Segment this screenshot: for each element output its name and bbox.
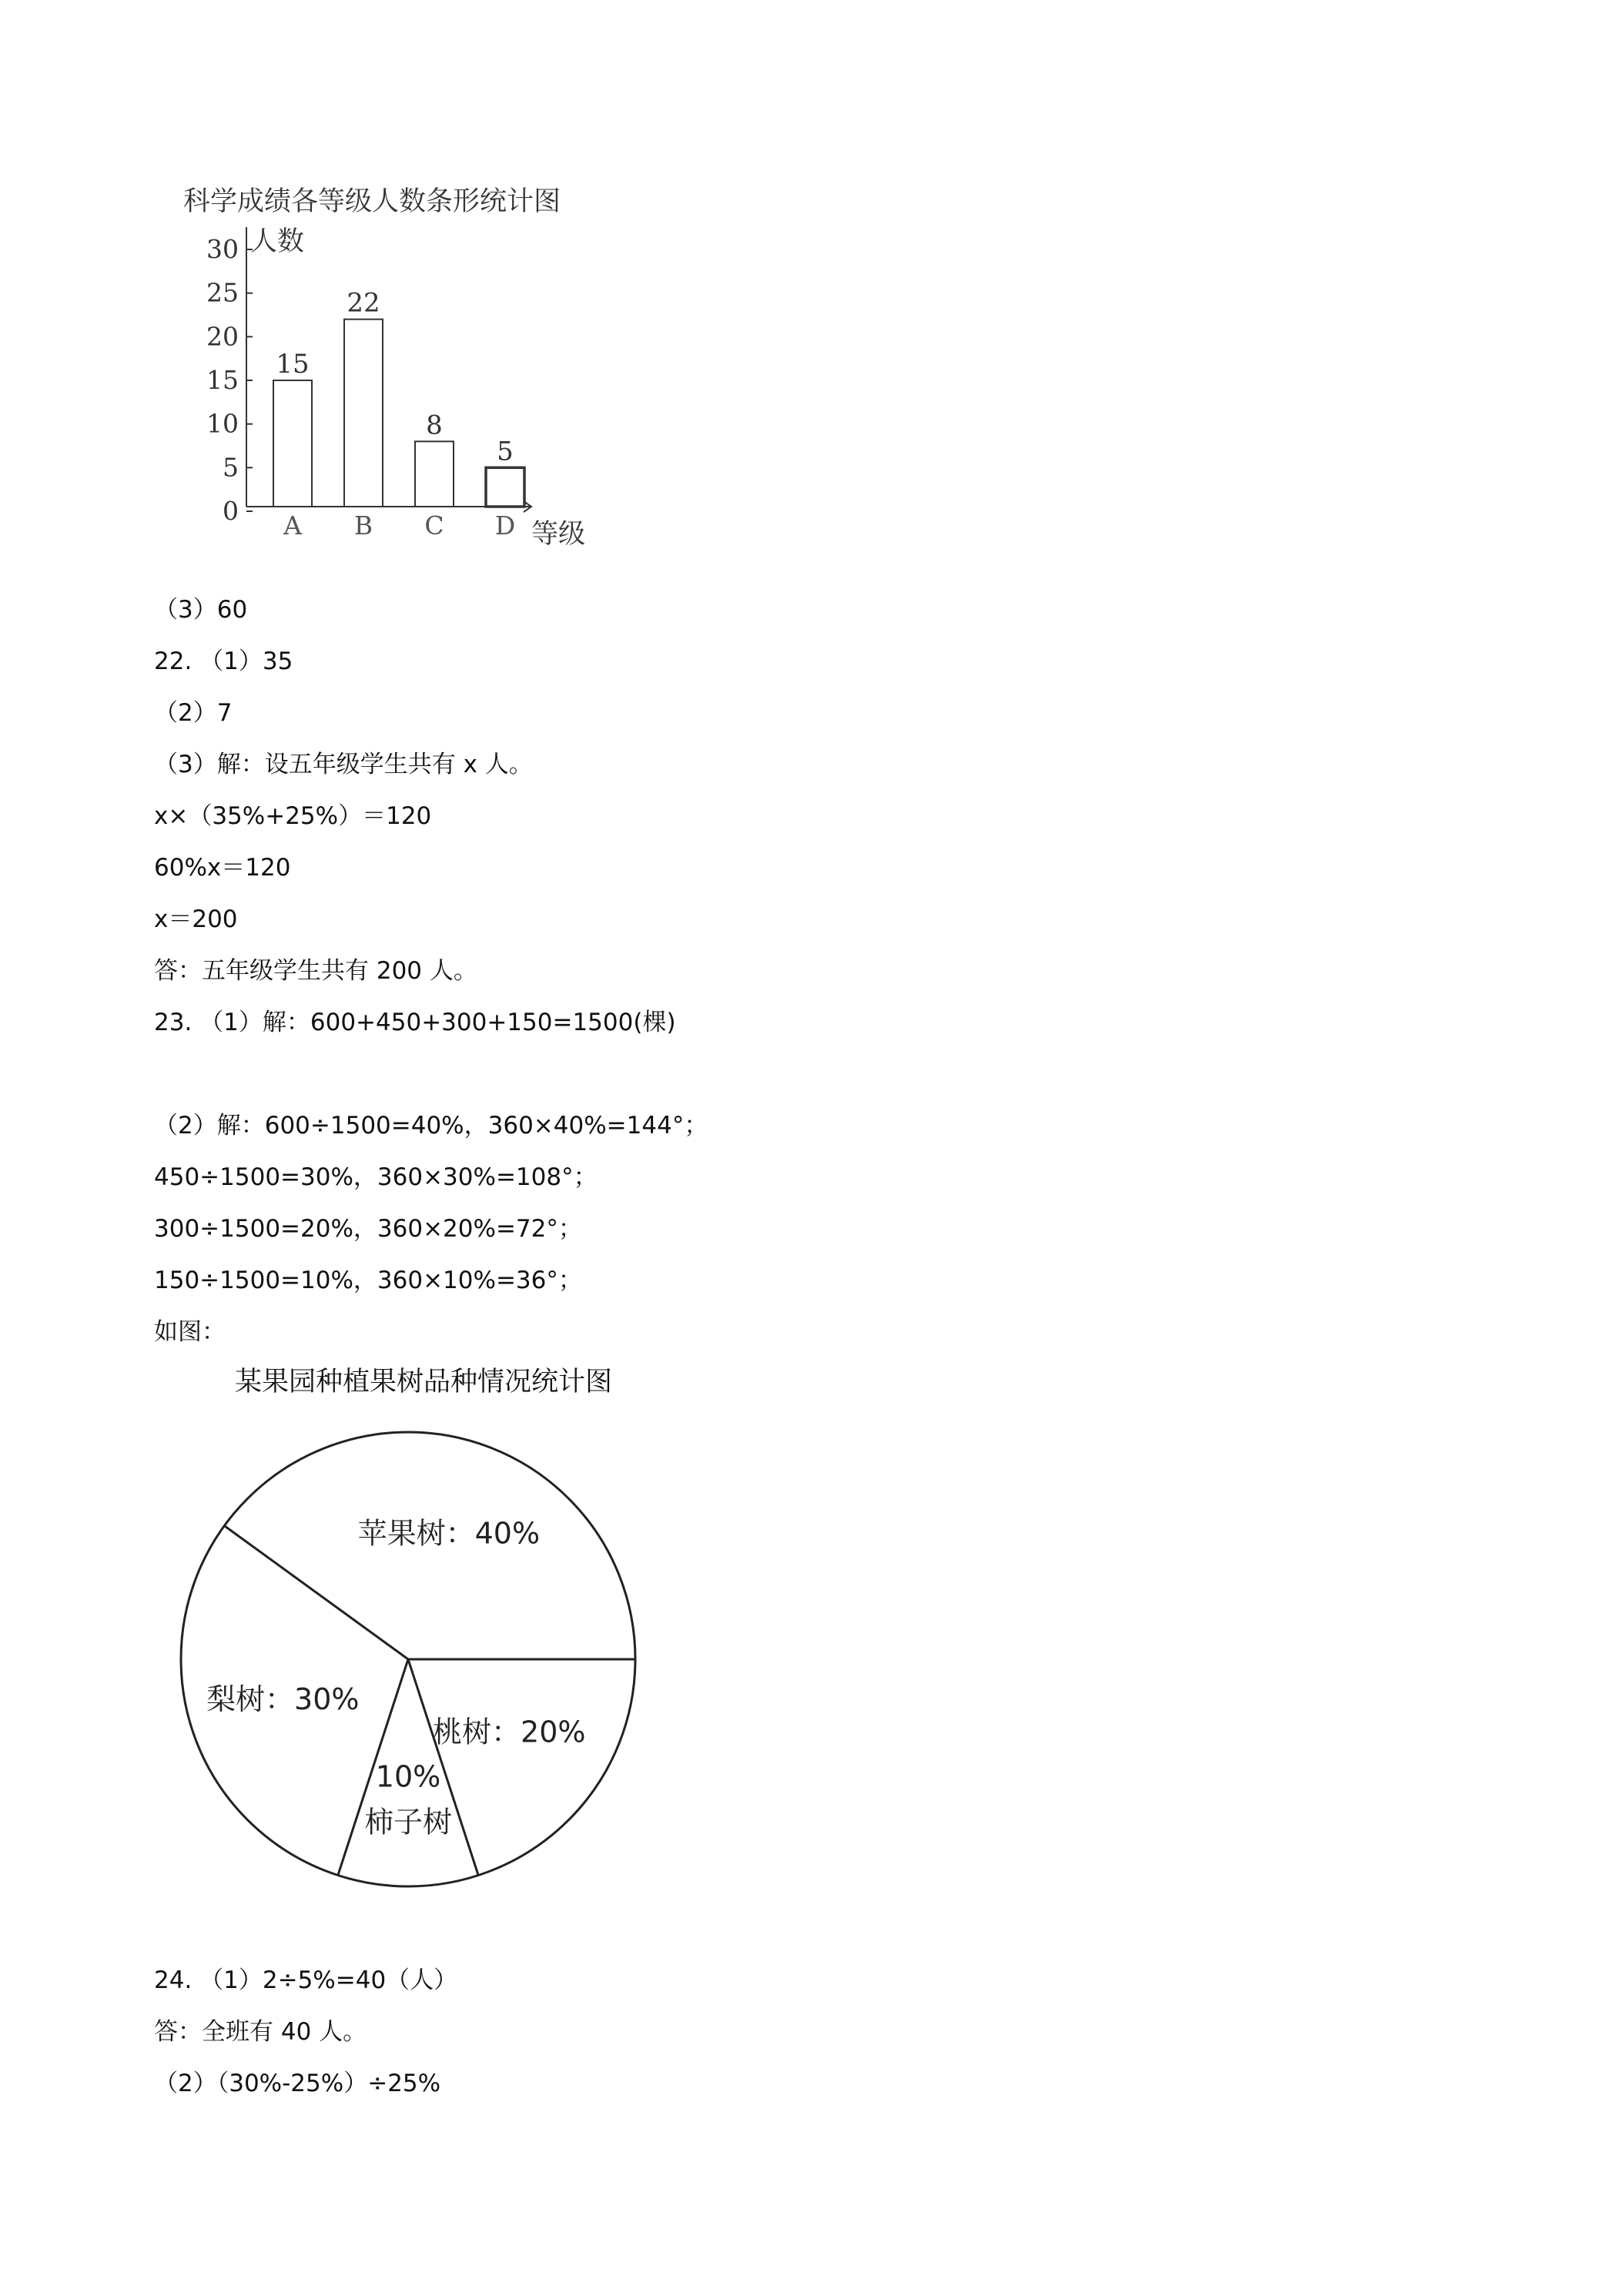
bar-A — [273, 380, 312, 507]
bar-data-label: 15 — [276, 349, 310, 380]
pie-chart — [154, 1409, 662, 1909]
y-tick-label: 0 — [223, 496, 239, 526]
answer-24-1-conclusion: 答：全班有 40 人。 — [154, 2018, 367, 2046]
answer-22-3-eq2: 60%x＝120 — [154, 854, 291, 882]
bar-chart-title: 科学成绩各等级人数条形统计图 — [183, 186, 561, 217]
y-tick-label: 30 — [206, 234, 239, 264]
answer-23-2-line3: 300÷1500=20%，360×20%=72°； — [154, 1215, 582, 1243]
y-axis-label: 人数 — [250, 226, 305, 257]
x-tick-label: C — [424, 510, 444, 541]
answer-22-2: （2）7 — [154, 699, 233, 727]
y-tick-label: 5 — [223, 452, 239, 483]
y-tick-label: 20 — [206, 321, 239, 352]
bar-chart — [169, 173, 631, 562]
pie-slice-label-name: 柿子树 — [363, 1805, 453, 1839]
pie-slice-label: 苹果树：40% — [357, 1516, 541, 1551]
bar-B — [344, 320, 383, 507]
answer-23-2-line2: 450÷1500=30%，360×30%=108°； — [154, 1163, 598, 1191]
answer-22-1: 22. （1）35 — [154, 648, 293, 675]
bar-D — [486, 467, 524, 507]
pie-slice-label: 梨树：30% — [206, 1682, 360, 1716]
answer-23-2-line4: 150÷1500=10%，360×10%=36°； — [154, 1267, 582, 1294]
answer-23-2-line1: （2）解：600÷1500=40%，360×40%=144°； — [154, 1112, 708, 1140]
bar-data-label: 8 — [426, 410, 443, 441]
x-tick-label: D — [494, 510, 516, 541]
answer-22-3-intro: （3）解：设五年级学生共有 x 人。 — [154, 751, 533, 778]
pie-slice-label-percent: 10% — [375, 1759, 441, 1794]
pie-chart-title: 某果园种植果树品种情况统计图 — [235, 1367, 613, 1397]
y-tick-label: 15 — [206, 365, 239, 395]
answer-24-1: 24. （1）2÷5%=40（人） — [154, 1966, 458, 1994]
y-tick-label: 10 — [206, 408, 239, 439]
answer-22-3-eq1: x×（35%+25%）＝120 — [154, 802, 432, 830]
answer-23-1: 23. （1）解：600+450+300+150=1500(棵) — [154, 1009, 676, 1036]
pie-slice-label: 桃树：20% — [433, 1715, 586, 1749]
answer-22-3-eq3: x＝200 — [154, 905, 238, 933]
x-axis-label: 等级 — [531, 519, 586, 550]
bar-C — [415, 441, 454, 507]
answer-24-2: （2）（30%-25%）÷25% — [154, 2070, 441, 2097]
x-tick-label: A — [283, 510, 302, 541]
x-tick-label: B — [353, 510, 373, 541]
answer-23-2-figure-label: 如图： — [154, 1318, 226, 1346]
y-tick-label: 25 — [206, 277, 239, 308]
answer-22-3-conclusion: 答：五年级学生共有 200 人。 — [154, 957, 477, 985]
answer-21-3: （3）60 — [154, 596, 248, 624]
bar-data-label: 5 — [497, 436, 514, 467]
bar-data-label: 22 — [347, 287, 380, 319]
